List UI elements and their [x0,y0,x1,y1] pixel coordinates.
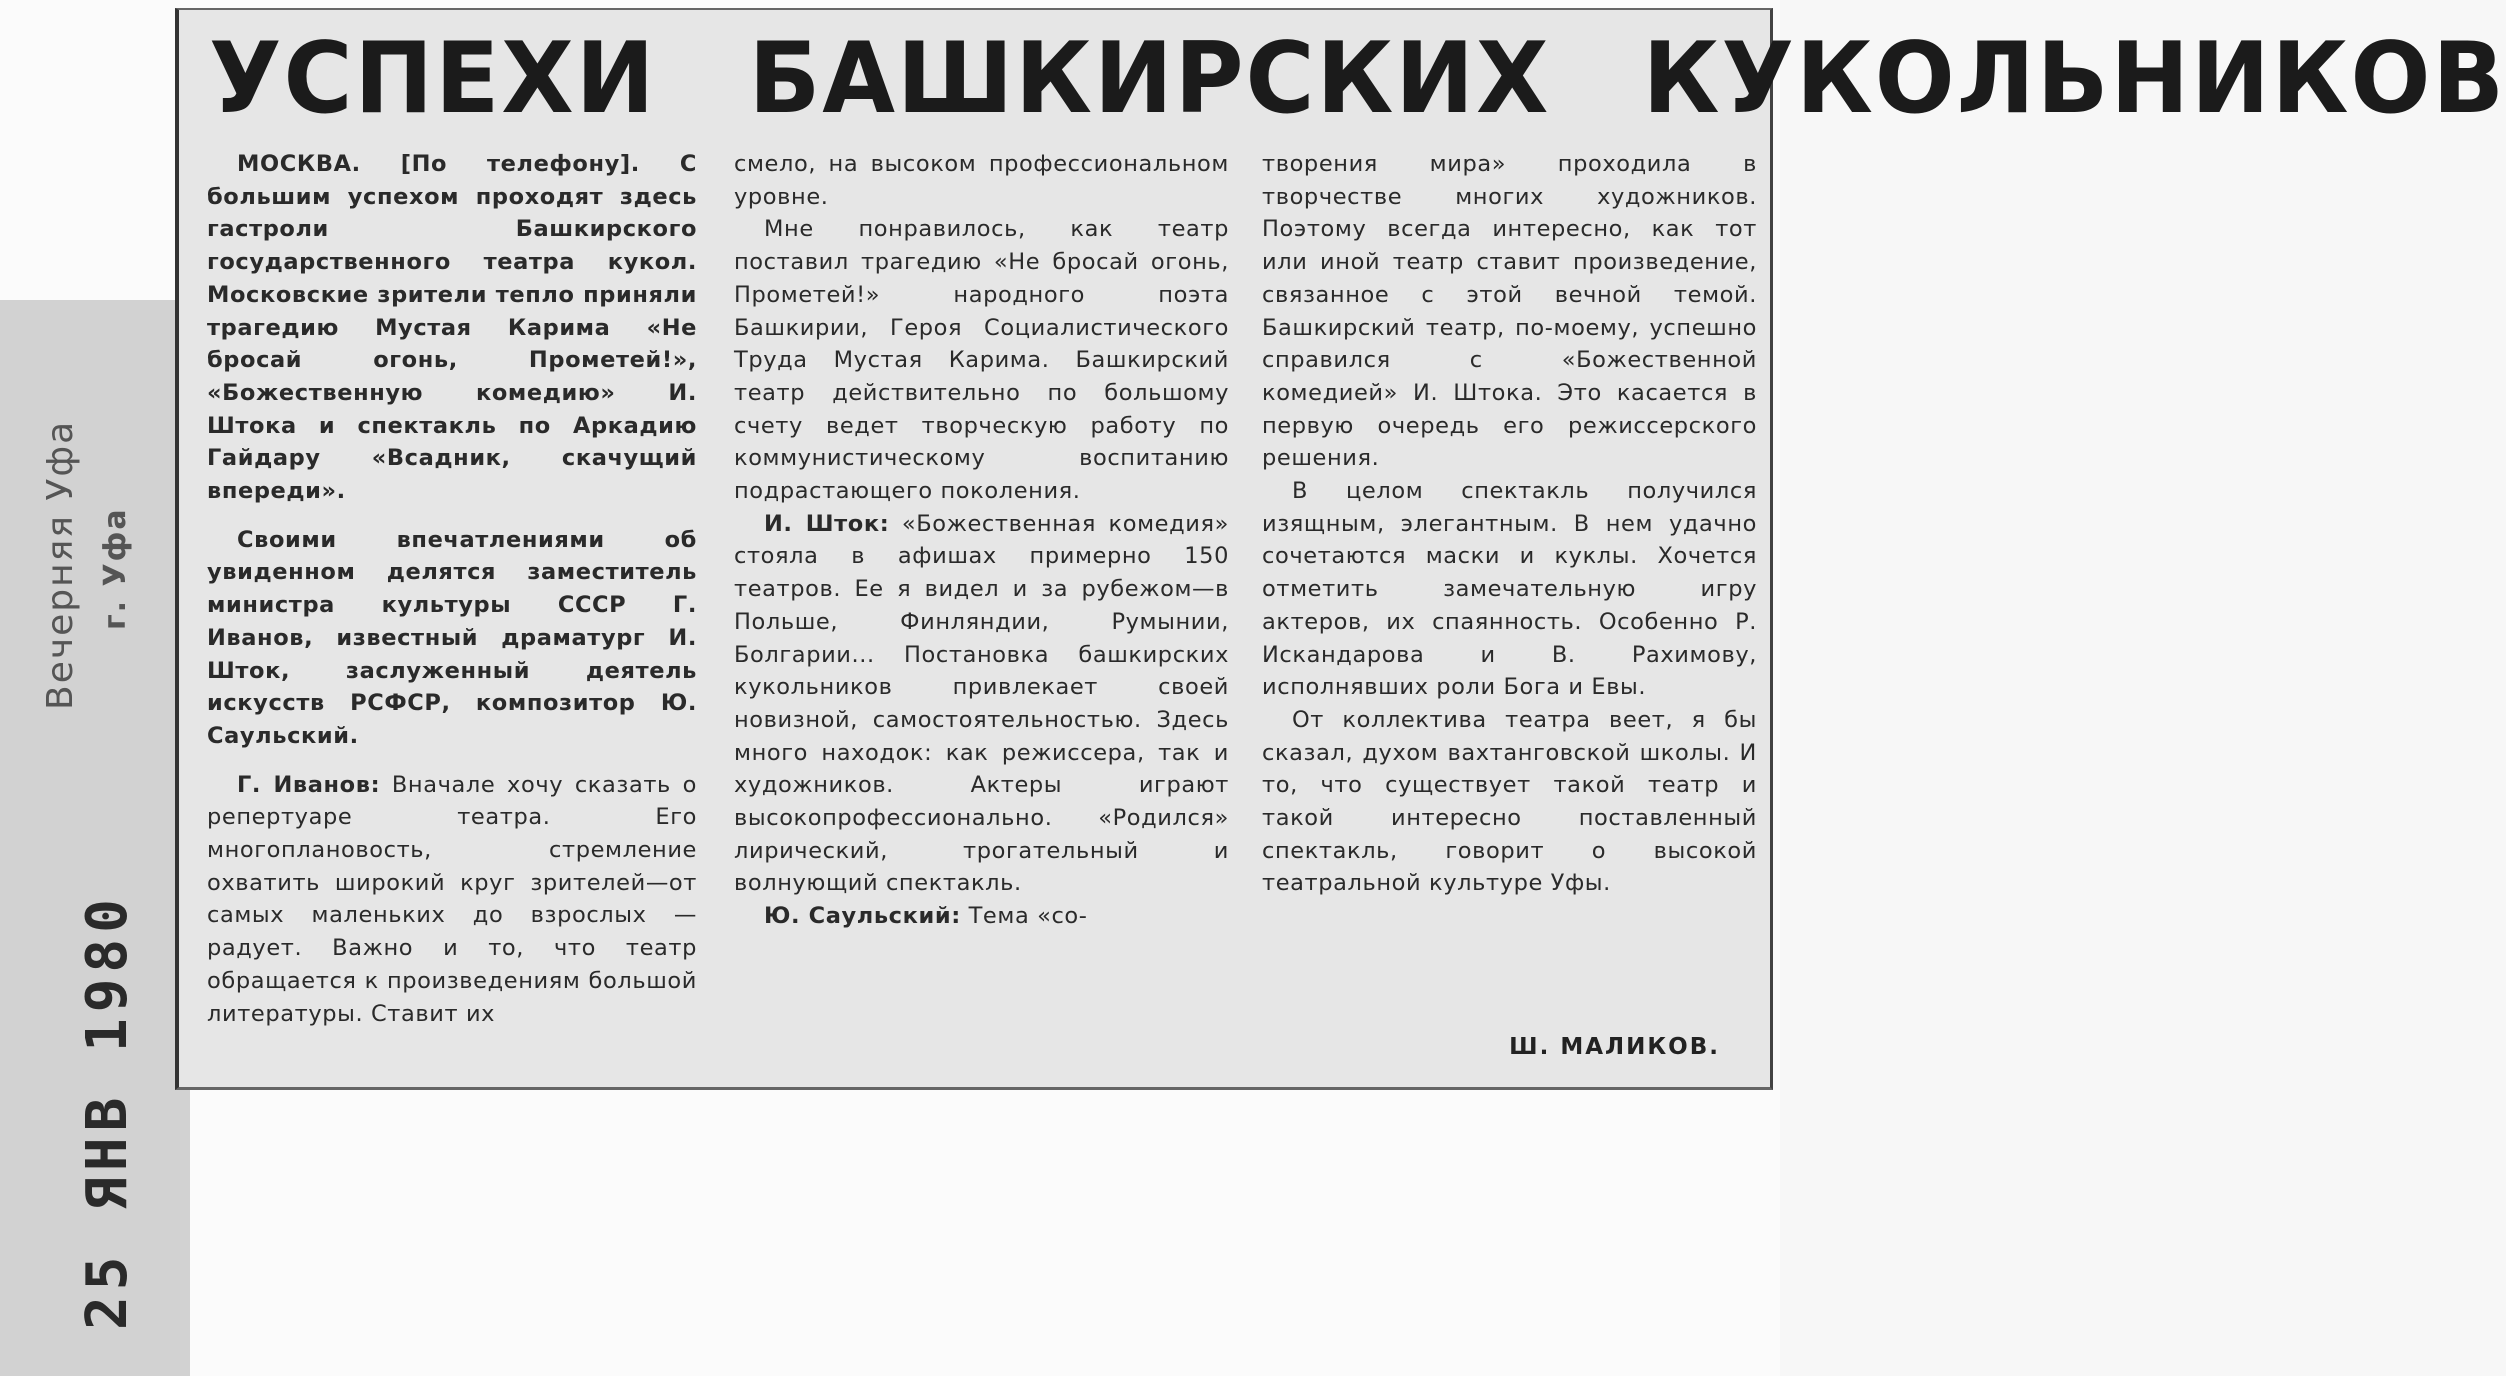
article-headline: УСПЕХИ БАШКИРСКИХ КУКОЛЬНИКОВ [209,22,2506,136]
speaker-text: Тема «со- [968,903,1088,930]
article-paragraph: В целом спектакль получился изящным, элегантным. В нем удачно сочетаются маски и куклы. Хочется отметить замечательную игру актеров, их спаянность. Особенно Р. Искандарова и В. Рахимову, исполнявших роли Бога и Евы. [1262,478,1757,701]
article-paragraph: От коллектива театра веет, я бы сказал, духом вахтанговской школы. И то, что существует такой театр и такой интересно поставленный спектакль, говорит о высокой театральной культуре Уфы. [1262,706,1757,897]
speaker-text: Вначале хочу сказать о репертуаре театра. Его многоплановость, стремление охватить широкий круг зрителей—от самых маленьких до взрослых — радует. Важно и то, что театр обращается к произведениям большой литературы. Ставит их [207,771,697,1027]
speaker-name: И. Шток: [764,510,890,537]
speaker-name: Ю. Саульский: [764,903,961,930]
article-column-2 [734,148,1229,933]
stamp-city: г. Уфа [98,507,133,630]
article-column-3 [1262,148,1757,900]
page-margin [0,0,170,300]
speaker-text: «Божественная комедия» стояла в афишах примерно 150 театров. Ее я видел и за рубежом—в Польше, Финляндии, Румынии, Болгарии... Постановка башкирских кукольников привлекает своей новизной, самостоятельностью. Здесь много находок: как режиссера, так и художников. Актеры играют высокопрофессионально. «Родился» лирический, трогательный и волнующий спектакль. [734,510,1229,897]
date-stamp: 25 ЯНВ 1980 [75,893,140,1330]
article-paragraph: творения мира» проходила в творчестве многих художников. Поэтому всегда интересно, как тот или иной театр ставит произведение, связанное с этой вечной темой. Башкирский театр, по-моему, успешно справился с «Божественной комедией» И. Штока. Это касается в первую очередь его режиссерского решения. [1262,151,1757,472]
speaker-name: Г. Иванов: [237,771,381,798]
article-paragraph: Мне понравилось, как театр поставил трагедию «Не бросай огонь, Прометей!» народного поэта Башкирии, Героя Социалистического Труда Мустая Карима. Башкирский театр действительно по большому счету ведет творческую работу по коммунистическому воспитанию подрастающего поколения. [734,216,1229,505]
article-paragraph: Своими впечатлениями об увиденном делятся заместитель министра культуры СССР Г. Иванов, известный драматург И. Шток, заслуженный деятель искусств РСФСР, композитор Ю. Саульский. [207,526,697,749]
author-signature: Ш. МАЛИКОВ. [1509,1034,1720,1060]
newspaper-stamp [40,340,140,740]
newspaper-clipping [175,8,2506,1090]
stamp-newspaper-name: Вечерняя Уфа [40,419,81,710]
article-paragraph [734,508,1229,900]
article-paragraph [207,769,697,1031]
article-paragraph [734,900,1229,933]
article-column-1 [207,148,697,1030]
article-paragraph: МОСКВА. [По телефону]. С большим успехом проходят здесь гастроли Башкирского государственного театра кукол. Московские зрители тепло приняли трагедию Мустая Карима «Не бросай огонь, Прометей!», «Божественную комедию» И. Штока и спектакль по Аркадию Гайдару «Всадник, скачущий впереди». [207,151,697,505]
article-paragraph: смело, на высоком профессиональном уровне. [734,151,1229,210]
